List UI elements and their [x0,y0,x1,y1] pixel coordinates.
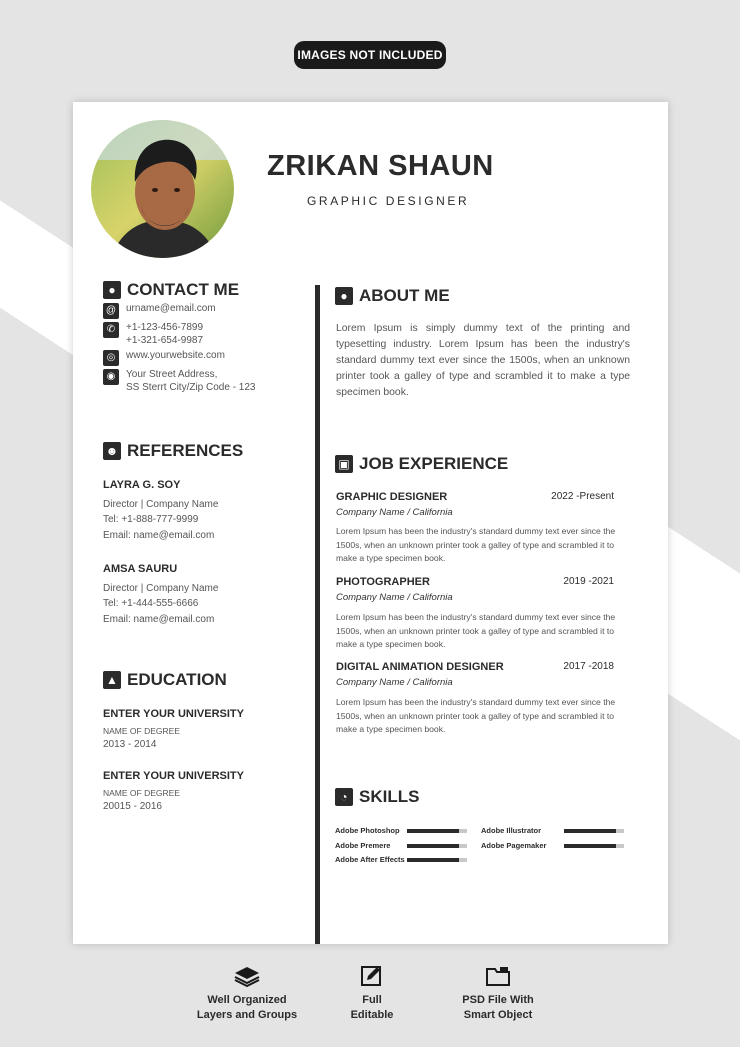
skill-name: Adobe Pagemaker [481,841,547,850]
candidate-role: GRAPHIC DESIGNER [307,194,470,208]
skill-bar-fill [407,844,459,848]
education-years: 2013 - 2014 [103,739,157,750]
contact-address-1: Your Street Address, [126,369,218,380]
feature-label: Editable [350,1009,394,1021]
experience-heading [335,454,508,474]
feature-label: Well Organized [207,994,287,1006]
phone-icon: ✆ [103,322,119,338]
column-divider [315,285,320,944]
job-title: GRAPHIC DESIGNER [336,491,448,503]
person-icon: ● [335,287,353,305]
reference-email: Email: name@email.com [103,614,215,625]
feature-layers [187,965,307,1023]
contact-phone-1: +1-123-456-7899 [126,322,204,333]
skills-heading [335,787,419,807]
job-period: 2017 -2018 [563,661,614,672]
job-title: DIGITAL ANIMATION DESIGNER [336,661,504,673]
location-pin-icon: ◉ [103,369,119,385]
contact-website: www.yourwebsite.com [126,350,225,361]
reference-position: Director | Company Name [103,583,219,594]
person-icon: ● [103,281,121,299]
reference-name: AMSA SAURU [103,563,178,575]
job-company: Company Name / California [336,507,453,518]
skill-name: Adobe After Effects [335,855,405,864]
skill-name: Adobe Photoshop [335,826,400,835]
contact-title: CONTACT ME [127,280,240,299]
resume-sheet [73,102,668,944]
reference-name: LAYRA G. SOY [103,479,181,491]
references-title: REFERENCES [127,441,244,460]
education-title: EDUCATION [127,670,227,689]
contact-phone-2: +1-321-654-9987 [126,334,204,346]
about-text: Lorem Ipsum is simply dummy text of the printing and typesetting industry. Lorem Ipsum has been the industry's standard dummy text ever since the 1500s, when an unknown printer took a galley of type and scrambled it to make a type specimen book. [336,323,630,398]
job-description: Lorem Ipsum has been the industry's standard dummy text ever since the 1500s, when an unknown printer took a galley of type and scrambled it to make a type specimen book. [336,697,616,734]
contact-email-row [103,303,216,319]
feature-label: PSD File With [462,994,534,1006]
reference-position: Director | Company Name [103,499,219,510]
feature-label: Smart Object [463,1009,533,1021]
briefcase-icon: ▣ [335,455,353,473]
education-degree: NAME OF DEGREE [103,788,180,798]
contact-email: urname@email.com [126,303,216,314]
skill-bar-fill [564,829,616,833]
skill-bar [407,829,467,833]
skill-bar [407,844,467,848]
candidate-name: ZRIKAN SHAUN [267,150,494,182]
contact-phone-row [103,322,203,347]
skill-bar-fill [407,858,459,862]
skill-name: Adobe Premere [335,841,391,850]
references-heading [103,441,243,461]
reference-tel: Tel: +1-444-555-6666 [103,598,199,609]
feature-psd [443,965,553,1023]
feature-label: Layers and Groups [196,1009,298,1021]
education-degree: NAME OF DEGREE [103,726,180,736]
education-heading [103,670,227,690]
feature-editable [322,965,422,1023]
globe-icon: ◎ [103,350,119,366]
graduation-cap-icon: ▲ [103,671,121,689]
skills-title: SKILLS [359,787,420,806]
folder-icon [485,965,511,987]
about-heading [335,286,450,306]
skill-bar-fill [564,844,616,848]
job-description: Lorem Ipsum has been the industry's standard dummy text ever since the 1500s, when an unknown printer took a galley of type and scrambled it to make a type specimen book. [336,612,616,649]
job-company: Company Name / California [336,592,453,603]
job-period: 2022 -Present [551,491,614,502]
skill-bar-fill [407,829,459,833]
group-icon: ☻ [103,442,121,460]
job-description: Lorem Ipsum has been the industry's standard dummy text ever since the 1500s, when an unknown printer took a galley of type and scrambled it to make a type specimen book. [336,526,616,563]
skill-bar [407,858,467,862]
about-title: ABOUT ME [359,286,450,305]
skill-bar [564,829,624,833]
skill-name: Adobe Illustrator [481,826,542,835]
contact-address-2: SS Sterrt City/Zip Code - 123 [126,381,256,393]
profile-photo [91,120,234,258]
pie-chart-icon: ◔ [335,788,353,806]
reference-tel: Tel: +1-888-777-9999 [103,514,199,525]
education-school: ENTER YOUR UNIVERSITY [103,770,244,782]
job-company: Company Name / California [336,677,453,688]
contact-heading [103,280,239,300]
feature-label: Full [362,994,382,1006]
skill-bar [564,844,624,848]
education-years: 20015 - 2016 [103,801,162,812]
contact-address-row [103,369,256,394]
images-not-included-badge: IMAGES NOT INCLUDED [294,41,446,69]
edit-icon [360,965,384,987]
email-icon: @ [103,303,119,319]
education-school: ENTER YOUR UNIVERSITY [103,708,244,720]
experience-title: JOB EXPERIENCE [359,454,509,473]
job-title: PHOTOGRAPHER [336,576,430,588]
layers-icon [233,965,261,987]
job-period: 2019 -2021 [563,576,614,587]
reference-email: Email: name@email.com [103,530,215,541]
contact-website-row [103,350,225,366]
